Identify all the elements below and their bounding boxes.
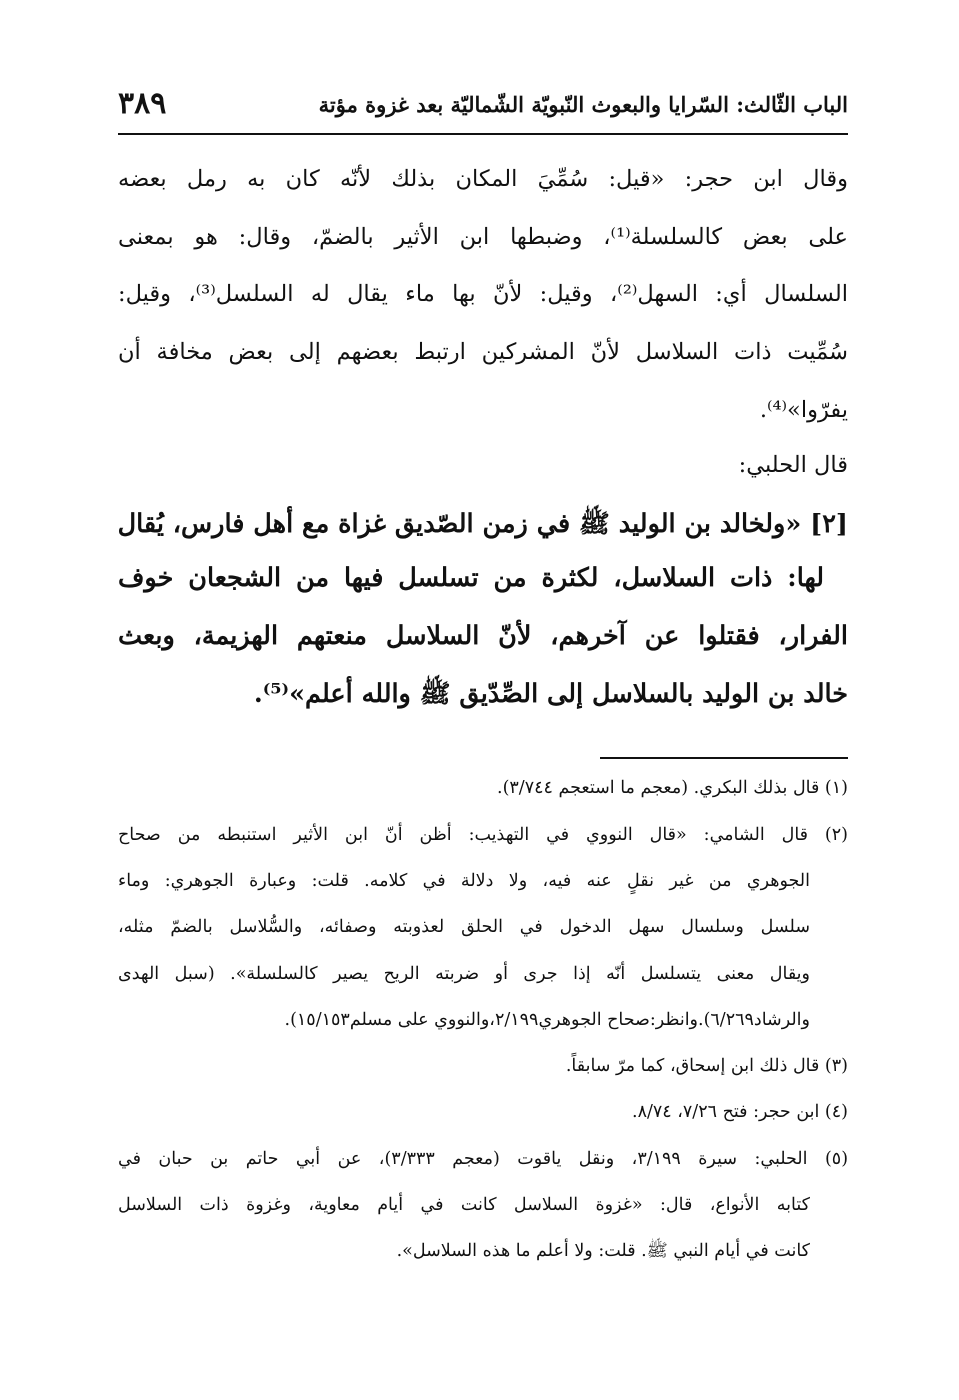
footnote-line: (٥) الحلبي: سيرة ٣/١٩٩، ونقل ياقوت (معجم ٣/٣٣٣)، عن أبي حاتم بن حبان في — [118, 1149, 849, 1169]
quote-line: خالد بن الوليد بالسلاسل إلى الصِّدّيق ﷺ والله أعلم»⁽⁵⁾. — [253, 679, 848, 709]
footnote-line: سلسل وسلسال سهل الدخول في الحلق لعذوبته وصفائه، والسُّلاسل بالضمّ مثله، — [118, 917, 810, 937]
footnote-line: كتابه الأنواع، قال: «غزوة السلاسل كانت في أيام معاوية، وغزوة ذات السلاسل — [118, 1195, 810, 1215]
page-number: ٣٨٩ — [118, 86, 167, 121]
footnote-line: (٣) قال ذلك ابن إسحاق، كما مرّ سابقاً. — [565, 1056, 848, 1076]
body-line: يفرّوا»⁽⁴⁾. — [759, 397, 848, 423]
footnote-line: ويقال معنى يتسلسل أنّه إذا جرى أو ضربته الريح يصير كالسلسلة». (سبل الهدى — [118, 964, 810, 984]
body-line: على بعض كالسلسلة⁽¹⁾، وضبطها ابن الأثير بالضمّ، وقال: هو بمعنى — [118, 224, 848, 250]
body-line: السلسال أي: السهل⁽²⁾، وقيل: لأنّ بها ماء يقال له السلسل⁽³⁾، وقيل: — [118, 281, 848, 307]
page-header — [118, 86, 848, 126]
running-head: الباب الثّالث: السّرايا والبعوث النّبويّة الشّماليّة بعد غزوة مؤتة — [318, 92, 848, 117]
body-line: قال الحلبي: — [738, 452, 848, 478]
body-line: سُمِّيت ذات السلاسل لأنّ المشركين ارتبط بعضهم إلى بعض مخافة أن — [118, 339, 848, 365]
footnote-line: كانت في أيام النبي ﷺ. قلت: ولا أعلم ما هذه السلاسل». — [396, 1241, 810, 1261]
footnote-line: والرشاد٦/٢٦٩).وانظر:صحاح الجوهري٢/١٩٩،والنووي على مسلم١٥/١٥٣). — [284, 1010, 810, 1030]
footnote-line: (٤) ابن حجر: فتح ٧/٢٦، ٨/٧٤. — [632, 1102, 848, 1122]
footnote-line: (٢) قال الشامي: «قال النووي في التهذيب: أظن أنّ ابن الأثير استنبطه من صحاح — [118, 825, 848, 845]
body-line: وقال ابن حجر: «قيل: سُمِّيَ المكان بذلك لأنّه كان به رمل بعضه — [118, 166, 848, 192]
quote-line: الفرار، فقتلوا عن آخرهم، لأنّ السلاسل منعتهم الهزيمة، وبعث — [118, 621, 848, 651]
quote-line: [٢] «ولخالد بن الوليد ﷺ في زمن الصّديق غزاة مع أهل فارس، يُقال — [117, 509, 848, 539]
quote-line: لها: ذات السلاسل، لكثرة من تسلسل فيها من الشجعان خوف — [118, 563, 824, 593]
footnote-line: (١) قال بذلك البكري. (معجم ما استعجم ٣/٧٤٤). — [497, 778, 848, 798]
footnote-line: الجوهري من غير نقلٍ عنه فيه، ولا دلالة في كلامه. قلت: وعبارة الجوهري: وماء — [118, 871, 810, 891]
footnote-rule — [600, 757, 848, 759]
header-rule — [118, 133, 848, 135]
